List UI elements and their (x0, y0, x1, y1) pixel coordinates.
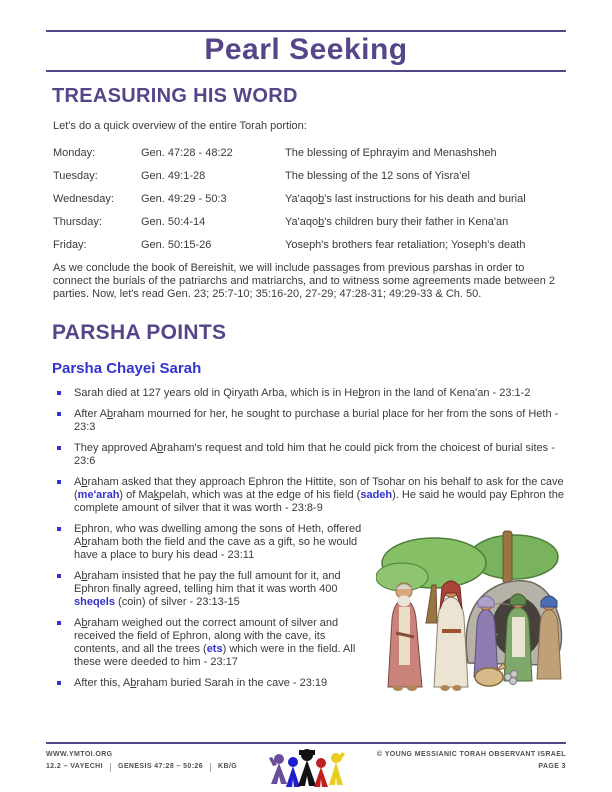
footer-scripture: GENESIS 47:28 – 50:26 (117, 763, 204, 770)
footer-divider (46, 742, 566, 744)
parsha-point: Abraham weighed out the correct amount of silver and received the field of Ephron, along with the cave, its contents, and all the trees (ets) which were in the field. All these were deeded to him - 23:17 (57, 617, 566, 669)
logo-figure-purple (269, 754, 287, 784)
page-title: Pearl Seeking (204, 33, 408, 66)
schedule-row (53, 216, 566, 229)
torah-portion-schedule (53, 147, 566, 252)
bullet-square-icon (57, 574, 61, 578)
parsha-point: Sarah died at 127 years old in Qiryath Arba, which is in Hebron in the land of Kena'an - 23:1-2 (57, 387, 566, 400)
schedule-description: The blessing of the 12 sons of Yisra'el (285, 170, 470, 182)
schedule-reference: Gen. 47:28 - 48:22 (141, 147, 233, 159)
footer-initials: KB/G (218, 763, 238, 770)
schedule-reference: Gen. 50:15-26 (141, 239, 212, 251)
schedule-day: Thursday: (53, 216, 102, 228)
schedule-day: Wednesday: (53, 193, 114, 205)
ymtoi-dancers-logo (268, 748, 346, 792)
schedule-day: Friday: (53, 239, 87, 251)
footer-website: WWW.YMTOI.ORG (46, 751, 113, 758)
schedule-description: Yoseph's brothers fear retaliation; Yoseph's death (285, 239, 526, 251)
footer-page-number: PAGE 3 (538, 763, 566, 770)
closing-paragraph: As we conclude the book of Bereishit, we will include passages from previous parshas in order to connect the burials of the patriarchs and matriarchs, and to witness some agreements made between 2 parties. Now, let's read Gen. 23; 25:7-10; 35:16-20, 27-29; 47:28-31; 49:29-33 & Ch. 50. (53, 262, 555, 300)
bullet-square-icon (57, 527, 61, 531)
schedule-description: The blessing of Ephrayim and Menashsheh (285, 147, 497, 159)
parsha-point: After this, Abraham buried Sarah in the cave - 23:19 (57, 677, 566, 690)
logo-figure-yellow (329, 752, 345, 785)
bullet-square-icon (57, 621, 61, 625)
bullet-square-icon (57, 480, 61, 484)
bullet-square-icon (57, 412, 61, 416)
subheading-parsha-chayei-sarah: Parsha Chayei Sarah (52, 360, 202, 377)
bullet-square-icon (57, 446, 61, 450)
parsha-point: After Abraham mourned for her, he sought to purchase a burial place for her from the sons of Heth - 23:3 (57, 408, 566, 434)
schedule-day: Monday: (53, 147, 96, 159)
parsha-point: They approved Abraham's request and told him that he could pick from the choicest of burial sites - 23:6 (57, 442, 566, 468)
schedule-row (53, 239, 566, 252)
parsha-points-list (57, 387, 566, 690)
schedule-row (53, 147, 566, 160)
footer-separator (110, 763, 111, 772)
logo-figure-red (314, 758, 328, 787)
bullet-square-icon (57, 681, 61, 685)
schedule-day: Tuesday: (53, 170, 98, 182)
schedule-reference: Gen. 49:29 - 50:3 (141, 193, 227, 205)
page-header (46, 30, 566, 72)
schedule-row (53, 170, 566, 183)
schedule-reference: Gen. 49:1-28 (141, 170, 206, 182)
section-heading-parsha-points: PARSHA POINTS (52, 321, 227, 344)
page-footer (46, 742, 566, 792)
parsha-point: Abraham asked that they approach Ephron the Hittite, son of Tsohar on his behalf to ask for the cave (me'arah) of Makpelah, which was at the edge of his field (sadeh). He said he would pay Ephron the complete amount of silver that it was worth - 23:8-9 (57, 476, 566, 515)
schedule-description: Ya'aqob's children bury their father in Kena'an (285, 216, 509, 228)
parsha-point: Abraham insisted that he pay the full amount for it, and Ephron finally agreed, telling him that it was worth 400 sheqels (coin) of silver - 23:13-15 (57, 570, 566, 609)
footer-copyright: © YOUNG MESSIANIC TORAH OBSERVANT ISRAEL (376, 751, 566, 758)
intro-line: Let's do a quick overview of the entire Torah portion: (53, 120, 307, 132)
section-heading-treasuring: TREASURING HIS WORD (52, 85, 298, 107)
schedule-row (53, 193, 566, 206)
schedule-description: Ya'aqob's last instructions for his death and burial (285, 193, 526, 205)
footer-separator (210, 763, 211, 772)
logo-figure-black (298, 749, 316, 786)
parsha-point: Ephron, who was dwelling among the sons of Heth, offered Abraham both the field and the cave as a gift, so he would have a place to bury his dead - 23:11 (57, 523, 566, 562)
bullet-square-icon (57, 391, 61, 395)
footer-lesson: 12.2 – VAYECHI (46, 763, 103, 770)
schedule-reference: Gen. 50:4-14 (141, 216, 206, 228)
logo-figure-blue (286, 757, 300, 787)
